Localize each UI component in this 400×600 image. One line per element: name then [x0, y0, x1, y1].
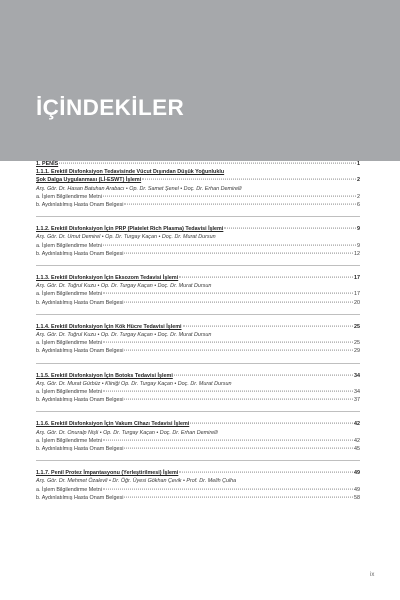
toc-section — [36, 363, 360, 405]
toc-item-page: 25 — [354, 340, 360, 347]
toc-item-page: 45 — [354, 446, 360, 453]
toc-leader — [142, 179, 356, 180]
toc-part — [36, 157, 360, 168]
toc-section-title-line[interactable] — [36, 176, 360, 184]
toc-section-title: 1.1.7. Penil Protez İmpantasyonu (Yerleştirilmesi) İşlemi — [36, 470, 179, 477]
page-title: İÇİNDEKİLER — [36, 95, 185, 120]
toc-leader — [124, 399, 353, 400]
toc-section-title: 1.1.4. Erektil Disfonksiyon İçin Kök Hücre Tedavisi İşlemi — [36, 323, 182, 330]
toc-item-page: 42 — [354, 437, 360, 444]
toc-section-page: 17 — [354, 275, 360, 282]
toc-item-page: 34 — [354, 389, 360, 396]
toc-section-authors: Arş. Gör. Dr. Umut Demirel • Op. Dr. Turgay Kaçan • Doç. Dr. Murat Dursun — [36, 234, 216, 241]
toc-leader — [124, 301, 353, 302]
toc-item[interactable] — [36, 347, 360, 355]
toc-item[interactable] — [36, 437, 360, 445]
toc-section — [36, 314, 360, 356]
toc-leader — [103, 342, 353, 343]
toc-section-title-line[interactable] — [36, 225, 360, 233]
toc-leader — [124, 252, 353, 253]
toc-section-page: 42 — [354, 421, 360, 428]
toc-item-label: b. Aydınlatılmış Hasta Onam Belgesi — [36, 397, 124, 404]
toc-item-label: a. İşlem Bilgilendirme Metni — [36, 437, 102, 444]
toc-item-label: b. Aydınlatılmış Hasta Onam Belgesi — [36, 348, 124, 355]
toc-item[interactable] — [36, 494, 360, 502]
toc-section-page: 34 — [354, 372, 360, 379]
toc-leader — [190, 423, 353, 424]
toc-item[interactable] — [36, 486, 360, 494]
toc-item-label: b. Aydınlatılmış Hasta Onam Belgesi — [36, 494, 124, 501]
toc-section-title-line[interactable] — [36, 469, 360, 477]
toc-section-authors: Arş. Gör. Dr. Mehmet Özalevli • Dr. Öğr. Üyesi Gökhan Çevik • Prof. Dr. Melih Çulha — [36, 478, 237, 485]
toc-item[interactable] — [36, 290, 360, 298]
toc-section-title-line[interactable] — [36, 420, 360, 428]
toc-section — [36, 168, 360, 209]
toc-item-page: 29 — [354, 348, 360, 355]
toc-section-page: 25 — [354, 323, 360, 330]
toc-item-page: 20 — [354, 299, 360, 306]
toc-item[interactable] — [36, 445, 360, 453]
toc-item-page: 58 — [354, 494, 360, 501]
toc-item-label: a. İşlem Bilgilendirme Metni — [36, 291, 102, 298]
toc-item-label: a. İşlem Bilgilendirme Metni — [36, 486, 102, 493]
toc-item[interactable] — [36, 299, 360, 307]
toc-item-page: 2 — [357, 193, 360, 200]
toc-leader — [124, 204, 356, 205]
toc-leader — [224, 228, 356, 229]
toc-item[interactable] — [36, 339, 360, 347]
toc-leader — [174, 374, 353, 375]
toc-section-authors: Arş. Gör. Dr. Hasan Batuhan Arabacı • Op. Dr. Samet Şenel • Doç. Dr. Erhan Demirelli — [36, 185, 242, 192]
toc-item[interactable] — [36, 388, 360, 396]
toc-item-page: 49 — [354, 486, 360, 493]
toc-item-label: a. İşlem Bilgilendirme Metni — [36, 193, 102, 200]
toc-item-page: 6 — [357, 202, 360, 209]
toc-item-page: 9 — [357, 242, 360, 249]
toc-item[interactable] — [36, 396, 360, 404]
toc-section-title: 1.1.2. Erektil Disfonksiyon İçin PRP (Platelet Rich Plasma) Tedavisi İşlemi — [36, 226, 224, 233]
toc-section-authors: Arş. Gör. Dr. Murat Gürbüz • Kliniği Op. Dr. Turgay Kaçan • Doç. Dr. Murat Dursun — [36, 380, 232, 387]
toc-section-authors: Arş. Gör. Dr. Tuğrul Kuzu • Op. Dr. Turgay Kaçan • Doç. Dr. Murat Dursun — [36, 283, 212, 290]
toc-section — [36, 216, 360, 258]
toc-section-title-line[interactable] — [36, 274, 360, 282]
toc-leader — [103, 293, 353, 294]
toc-leader — [59, 163, 356, 164]
toc-section — [36, 265, 360, 307]
toc-leader — [179, 472, 353, 473]
toc-section-title-line[interactable] — [36, 323, 360, 331]
toc-item[interactable] — [36, 242, 360, 250]
toc-item[interactable] — [36, 250, 360, 258]
toc-leader — [103, 244, 356, 245]
toc-leader — [103, 391, 353, 392]
toc-section-page: 9 — [357, 226, 360, 233]
toc-section-title[interactable]: 1.1.1. Erektil Disfonksiyon Tedavisinde Vücut Dışından Düşük Yoğunluklu — [36, 169, 225, 176]
toc-item[interactable] — [36, 193, 360, 201]
toc-item-label: a. İşlem Bilgilendirme Metni — [36, 389, 102, 396]
toc-section-title-line[interactable] — [36, 372, 360, 380]
toc-item-page: 17 — [354, 291, 360, 298]
toc-section — [36, 460, 360, 502]
header-band — [0, 0, 400, 161]
toc-leader — [124, 350, 353, 351]
toc-section — [36, 411, 360, 453]
toc-item-page: 12 — [354, 250, 360, 257]
toc-leader — [124, 496, 353, 497]
toc-section-authors: Arş. Gör. Dr. Tuğrul Kuzu • Op. Dr. Turgay Kaçan • Doç. Dr. Murat Dursun — [36, 332, 212, 339]
toc-leader — [103, 195, 356, 196]
toc-item-page: 37 — [354, 397, 360, 404]
toc-part-title: 1. PENİS — [36, 161, 59, 167]
toc-item-label: b. Aydınlatılmış Hasta Onam Belgesi — [36, 446, 124, 453]
toc-item[interactable] — [36, 201, 360, 209]
toc-section-page: 49 — [354, 470, 360, 477]
toc-part-page: 1 — [357, 161, 360, 167]
toc-section-title: 1.1.3. Erektil Disfonksiyon İçin Eksozom Tedavisi İşlemi — [36, 275, 179, 282]
toc-leader — [183, 325, 353, 326]
toc-item-label: a. İşlem Bilgilendirme Metni — [36, 242, 102, 249]
toc-item-label: b. Aydınlatılmış Hasta Onam Belgesi — [36, 299, 124, 306]
toc-section-title-cont: Şok Dalga Uygulanması (Lİ-ESWT) İşlemi — [36, 177, 142, 184]
toc-section-authors: Arş. Gör. Dr. Onuralp Nişli • Op. Dr. Turgay Kaçan • Doç. Dr. Erhan Demirelli — [36, 429, 218, 436]
toc-leader — [179, 277, 353, 278]
toc-leader — [124, 448, 353, 449]
toc-section-title: 1.1.6. Erektil Disfonksiyon İçin Vakum Cihazı Tedavisi İşlemi — [36, 421, 190, 428]
toc-leader — [103, 488, 353, 489]
table-of-contents — [36, 157, 360, 502]
toc-part-line[interactable] — [36, 160, 360, 168]
toc-item-label: b. Aydınlatılmış Hasta Onam Belgesi — [36, 202, 124, 209]
toc-leader — [103, 439, 353, 440]
toc-section-page: 2 — [357, 177, 360, 184]
page-number: ix — [370, 572, 375, 578]
toc-item-label: b. Aydınlatılmış Hasta Onam Belgesi — [36, 250, 124, 257]
toc-section-title: 1.1.5. Erektil Disfonksiyon İçin Botoks Tedavisi İşlemi — [36, 372, 173, 379]
toc-item-label: a. İşlem Bilgilendirme Metni — [36, 340, 102, 347]
